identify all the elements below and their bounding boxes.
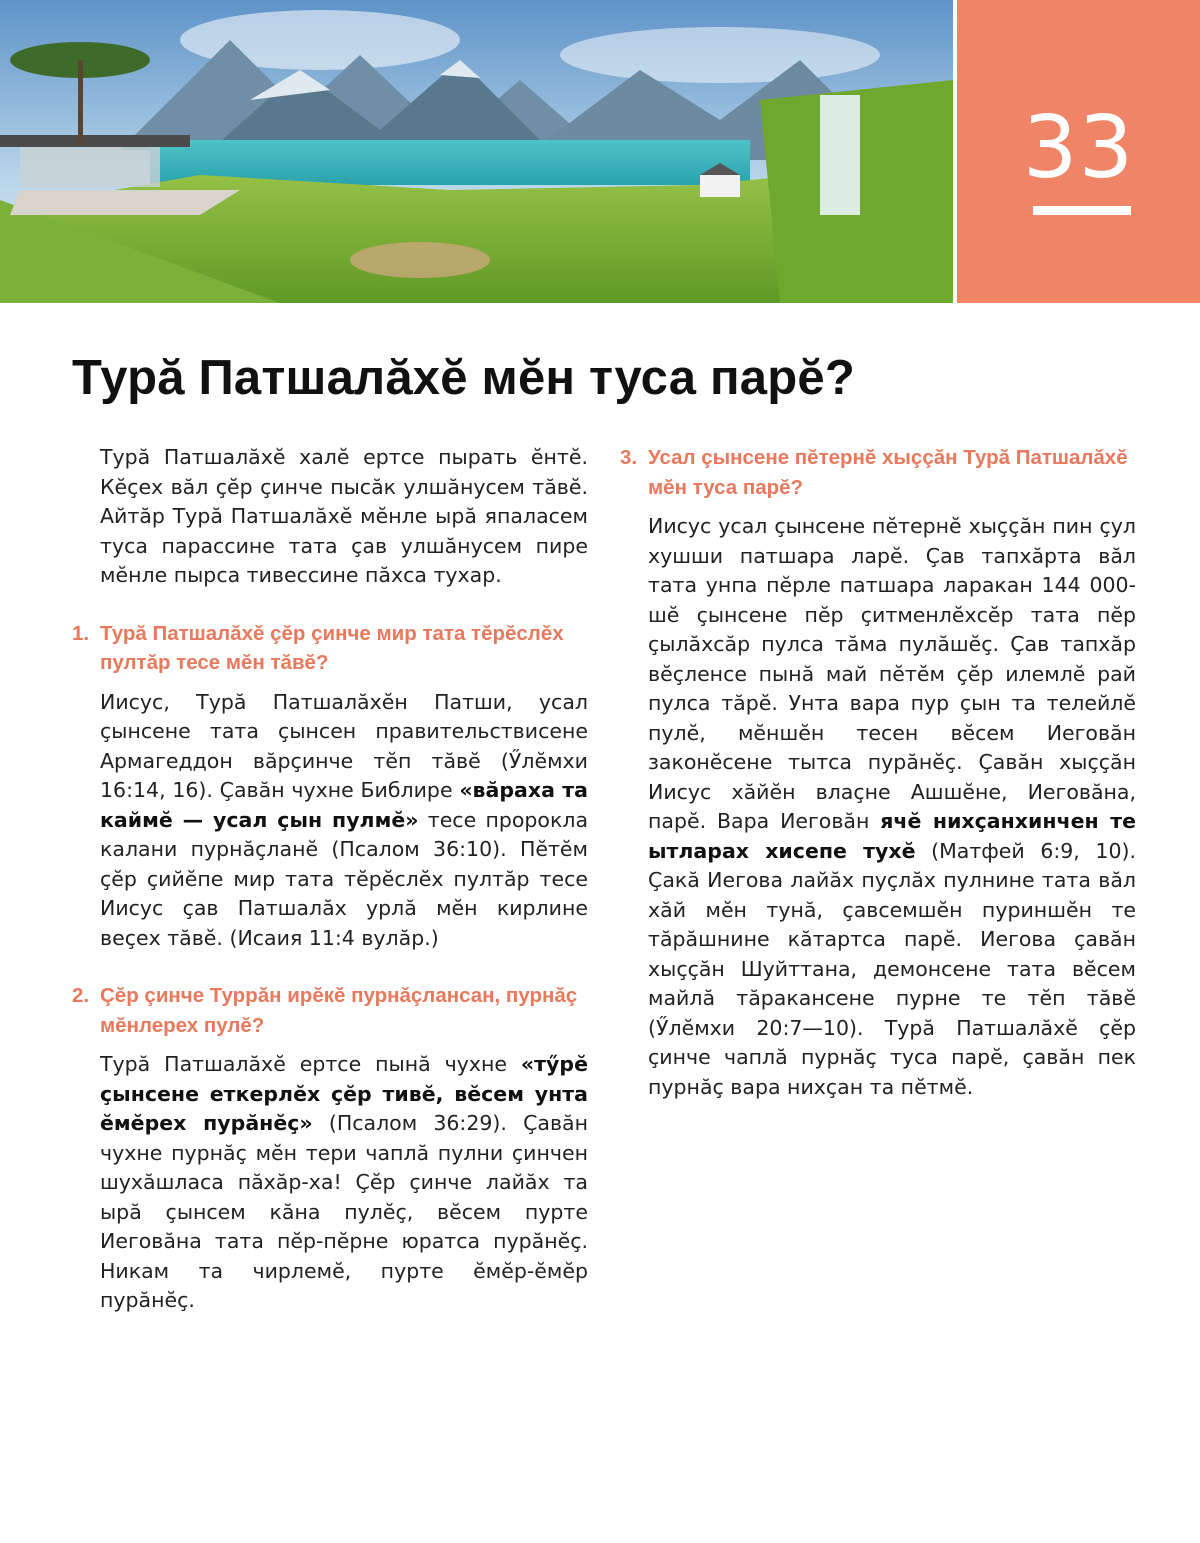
question-1 [72, 619, 588, 678]
page-title: Турă Патшалăхĕ мĕн туса парĕ? [72, 351, 855, 405]
right-column [620, 443, 1136, 1102]
bold-quote: «вăраха та каймĕ — усал çын пулмĕ» [100, 778, 589, 832]
question-number: 1. [72, 621, 90, 645]
question-number: 3. [620, 446, 638, 469]
question-text: Усал çынсене пĕтернĕ хыççăн Турă Патшалăхĕ мĕн туса парĕ? [648, 446, 1128, 499]
question-text: Çĕр çинче Туррăн ирĕкĕ пурнăçлансан, пурнăç мĕнлерех пулĕ? [100, 984, 578, 1037]
answer-2: Турă Патшалăхĕ ертсе пынă чухне «тӳрĕ çынсене еткерлĕх çĕр тивĕ, вĕсем унта ĕмĕрех пурăнĕç» (Псалом 36:29). Çавăн чухне пурнăç мĕн тери чаплă пулни çинчен шухăшласа пăхăр-ха! Çĕр çинче лайăх та ырă çынсем кăна пулĕç, вĕсем пурте Иеговăна тата пĕр-пĕрне юратса пурăнĕç. Никам та чирлемĕ, пурте ĕмĕр-ĕмĕр пурăнĕç. [100, 1052, 589, 1312]
hero-illustration [0, 0, 953, 303]
intro-paragraph: Турă Патшалăхĕ халĕ ертсе пырать ĕнтĕ. Кĕçех вăл çĕр çинче пысăк улшăнусем тăвĕ. Айтăр Турă Патшалăхĕ мĕнле ырă япаласем туса парассине тата çав улшăнусем пире мĕнле пырса тивессине пăхса тухар. [100, 445, 588, 587]
question-text: Турă Патшалăхĕ çĕр çинче мир тата тĕрĕслĕх пултăр тесе мĕн тăвĕ? [100, 621, 564, 674]
answer-1: Иисус, Турă Патшалăхĕн Патши, усал çынсене тата çынсен правительствисене Армагеддон вăрçинче тĕп тăвĕ (Ӳлĕмхи 16:14, 16). Çавăн чухне Библире «вăраха та каймĕ — усал çын пулмĕ» тесе пророкла калани пурнăçланĕ (Псалом 36:10). Пĕтĕм çĕр çийĕпе мир тата тĕрĕслĕх пултăр тесе Иисус çав Патшалăх урлă мĕн кирлине веçех тăвĕ. (Исаия 11:4 вулăр.) [100, 689, 589, 950]
question-number: 2. [72, 984, 90, 1007]
bold-quote: «тӳрĕ çынсене еткерлĕх çĕр тивĕ, вĕсем унта ĕмĕрех пурăнĕç» [100, 1052, 588, 1135]
left-column [72, 443, 588, 1316]
answer-3: Иисус усал çынсене пĕтернĕ хыççăн пин çул хушши патшара ларĕ. Çав тапхăрта вăл тата унпа пĕрле патшара ларакан 144 000-шĕ çынсене пĕр çитменлĕхсĕр тата пĕр çылăхсăр пулса тăма пулăшĕç. Çав тапхăр вĕçленсе пынă май пĕтĕм çĕр илемлĕ рай пулса тăрĕ. Унта вара пур çын та телейлĕ пулĕ, мĕншĕн тесен вĕсем Иеговăн законĕсене тытса пурăнĕç. Çавăн хыççăн Иисус хăйĕн влаçне Ашшĕне, Иеговăна, парĕ. Вара Иеговăн ячĕ нихçанхинчен те ытларах хисепе тухĕ (Матфей 6:9, 10). Çакă Иегова лайăх пуçлăх пулнине тата вăл хăй мĕн тунă, çавсемшĕн пуриншĕн те тăрăшнине кăтартса парĕ. Иегова çавăн хыççăн Шуйттана, демонсене тата вĕсем майлă тăракансене пурне те тĕп тăвĕ (Ӳлĕмхи 20:7—10). Турă Патшалăхĕ çĕр çинче чаплă пурнăç туса парĕ, çавăн пек пурнăç вара нихçан та пĕтмĕ. [648, 514, 1137, 1099]
lesson-number: 33 [1022, 98, 1135, 198]
question-3 [620, 443, 1136, 502]
bold-quote: ячĕ нихçанхинчен те ытларах хисепе тухĕ [648, 809, 1136, 863]
question-2 [72, 981, 588, 1040]
lesson-badge [957, 0, 1200, 303]
lesson-underline [1033, 206, 1131, 215]
